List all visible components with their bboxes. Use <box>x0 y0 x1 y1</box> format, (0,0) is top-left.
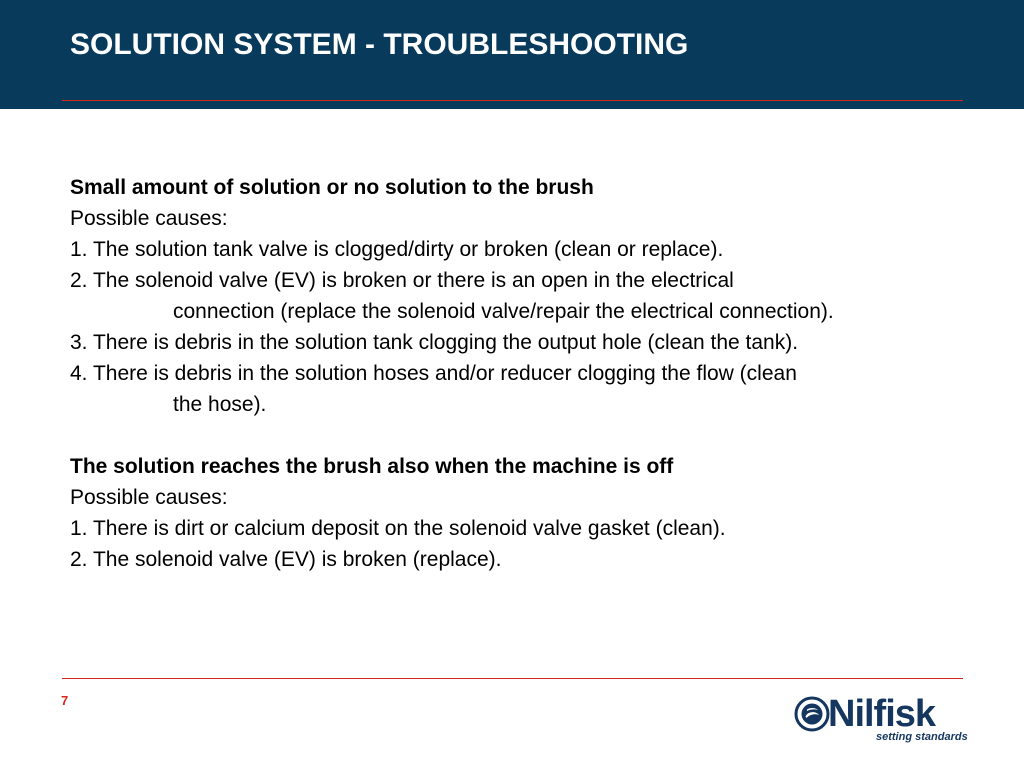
slide-content <box>70 172 990 575</box>
logo-wordmark: Nilfisk <box>828 693 936 735</box>
section-heading: The solution reaches the brush also when the machine is off <box>70 455 674 478</box>
cause-item-continuation: connection (replace the solenoid valve/repair the electrical connection). <box>173 300 834 323</box>
cause-item-continuation: the hose). <box>173 393 267 416</box>
slide-title: SOLUTION SYSTEM - TROUBLESHOOTING <box>70 28 689 61</box>
logo-tagline: setting standards <box>876 731 968 743</box>
cause-item: 1. There is dirt or calcium deposit on the solenoid valve gasket (clean). <box>70 517 726 540</box>
top-divider <box>62 100 963 101</box>
section-intro: Possible causes: <box>70 207 228 230</box>
nilfisk-logo <box>792 690 972 750</box>
nilfisk-logo-icon <box>794 696 830 732</box>
page-number: 7 <box>61 693 69 708</box>
cause-item: 4. There is debris in the solution hoses and/or reducer clogging the flow (clean <box>70 362 797 385</box>
section-heading: Small amount of solution or no solution to the brush <box>70 176 594 199</box>
section-intro: Possible causes: <box>70 486 228 509</box>
spacer <box>70 420 990 451</box>
cause-item: 3. There is debris in the solution tank clogging the output hole (clean the tank). <box>70 331 799 354</box>
header-bar <box>0 0 1024 109</box>
bottom-divider <box>62 678 963 679</box>
cause-item: 2. The solenoid valve (EV) is broken (replace). <box>70 548 502 571</box>
cause-item: 1. The solution tank valve is clogged/dirty or broken (clean or replace). <box>70 238 724 261</box>
cause-item: 2. The solenoid valve (EV) is broken or there is an open in the electrical <box>70 269 734 292</box>
